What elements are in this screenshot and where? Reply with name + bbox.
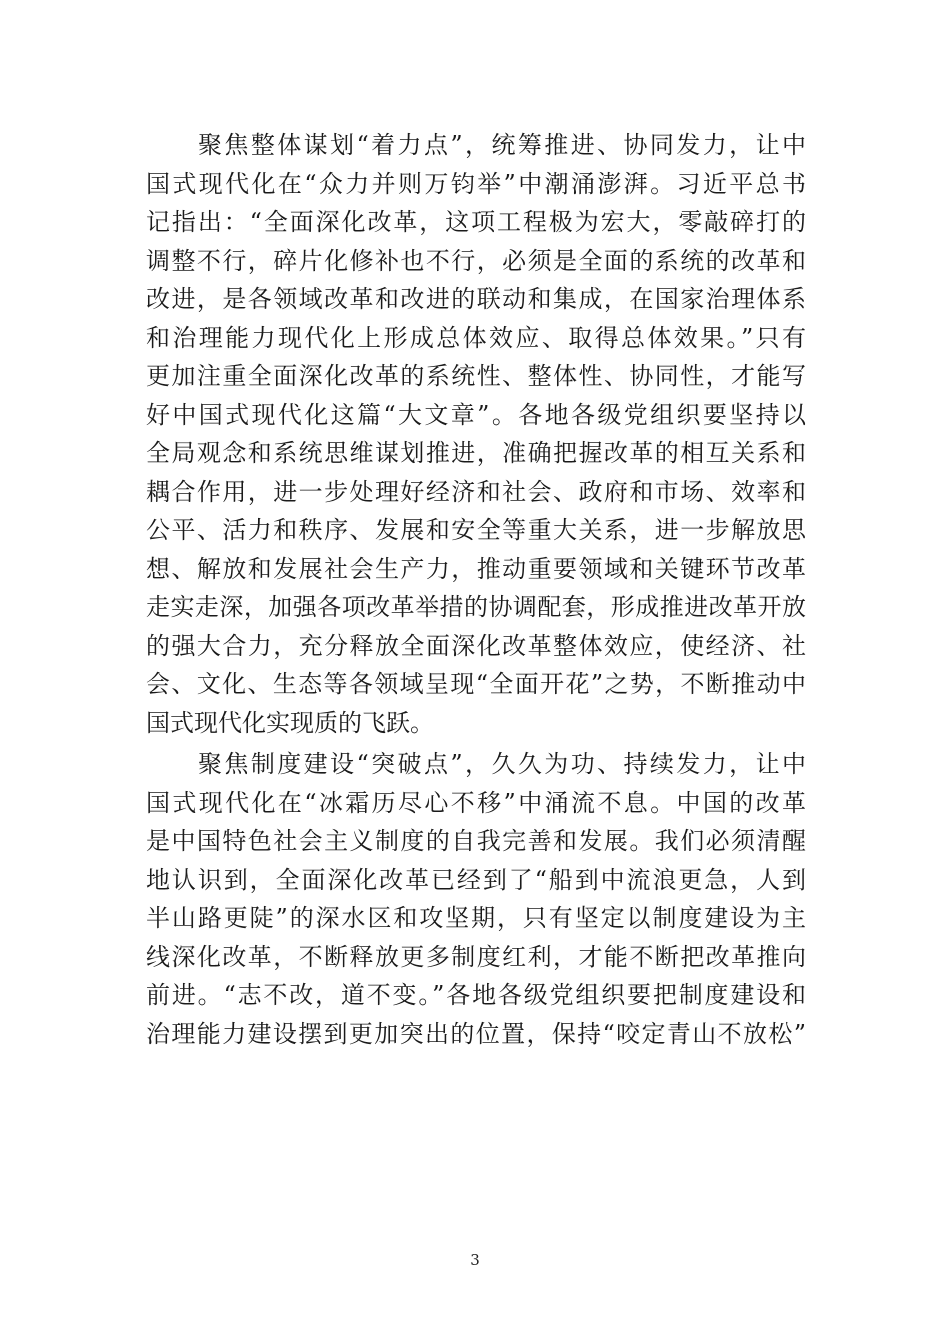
paragraph-line: 是中国特色社会主义制度的自我完善和发展。我们必须清醒 (146, 827, 806, 855)
paragraph-line: 地认识到，全面深化改革已经到了“船到中流浪更急，人到 (146, 865, 806, 894)
paragraph-line: 走实走深，加强各项改革举措的协调配套，形成推进改革开放 (146, 593, 806, 621)
paragraph-line: 的强大合力，充分释放全面深化改革整体效应，使经济、社 (146, 631, 806, 660)
paragraph-line: 会、文化、生态等各领域呈现“全面开花”之势，不断推动中 (146, 670, 806, 698)
paragraph-line: 国式现代化实现质的飞跃。 (146, 708, 434, 737)
paragraph-line: 聚焦整体谋划“着力点”，统筹推进、协同发力，让中 (198, 131, 806, 159)
paragraph-line: 调整不行，碎片化修补也不行，必须是全面的系统的改革和 (146, 246, 806, 275)
paragraph-line: 更加注重全面深化改革的系统性、整体性、协同性，才能写 (146, 362, 806, 390)
paragraph-line: 记指出：“全面深化改革，这项工程极为宏大，零敲碎打的 (146, 208, 806, 236)
paragraph-overall-planning (146, 126, 806, 742)
paragraph-line: 改进，是各领域改革和改进的联动和集成，在国家治理体系 (146, 285, 806, 313)
paragraph-line: 国式现代化在“众力并则万钧举”中潮涌澎湃。习近平总书 (146, 169, 806, 198)
paragraph-line: 线深化改革，不断释放更多制度红利，才能不断把改革推向 (146, 942, 806, 971)
paragraph-line: 国式现代化在“冰霜历尽心不移”中涌流不息。中国的改革 (146, 788, 806, 817)
paragraph-line: 和治理能力现代化上形成总体效应、取得总体效果。”只有 (146, 323, 806, 352)
paragraph-line: 全局观念和系统思维谋划推进，准确把握改革的相互关系和 (146, 439, 806, 467)
paragraph-institution-building (146, 745, 806, 1053)
paragraph-line: 治理能力建设摆到更加突出的位置，保持“咬定青山不放松” (146, 1019, 806, 1048)
paragraph-line: 想、解放和发展社会生产力，推动重要领域和关键环节改革 (146, 554, 806, 583)
page-number: 3 (470, 1251, 480, 1269)
paragraph-line: 前进。“志不改，道不变。”各地各级党组织要把制度建设和 (146, 981, 806, 1009)
paragraph-line: 聚焦制度建设“突破点”，久久为功、持续发力，让中 (198, 750, 806, 778)
paragraph-line: 半山路更陡”的深水区和攻坚期，只有坚定以制度建设为主 (146, 904, 806, 932)
paragraph-line: 好中国式现代化这篇“大文章”。各地各级党组织要坚持以 (146, 400, 806, 429)
paragraph-line: 耦合作用，进一步处理好经济和社会、政府和市场、效率和 (146, 477, 806, 506)
paragraph-line: 公平、活力和秩序、发展和安全等重大关系，进一步解放思 (146, 516, 806, 544)
